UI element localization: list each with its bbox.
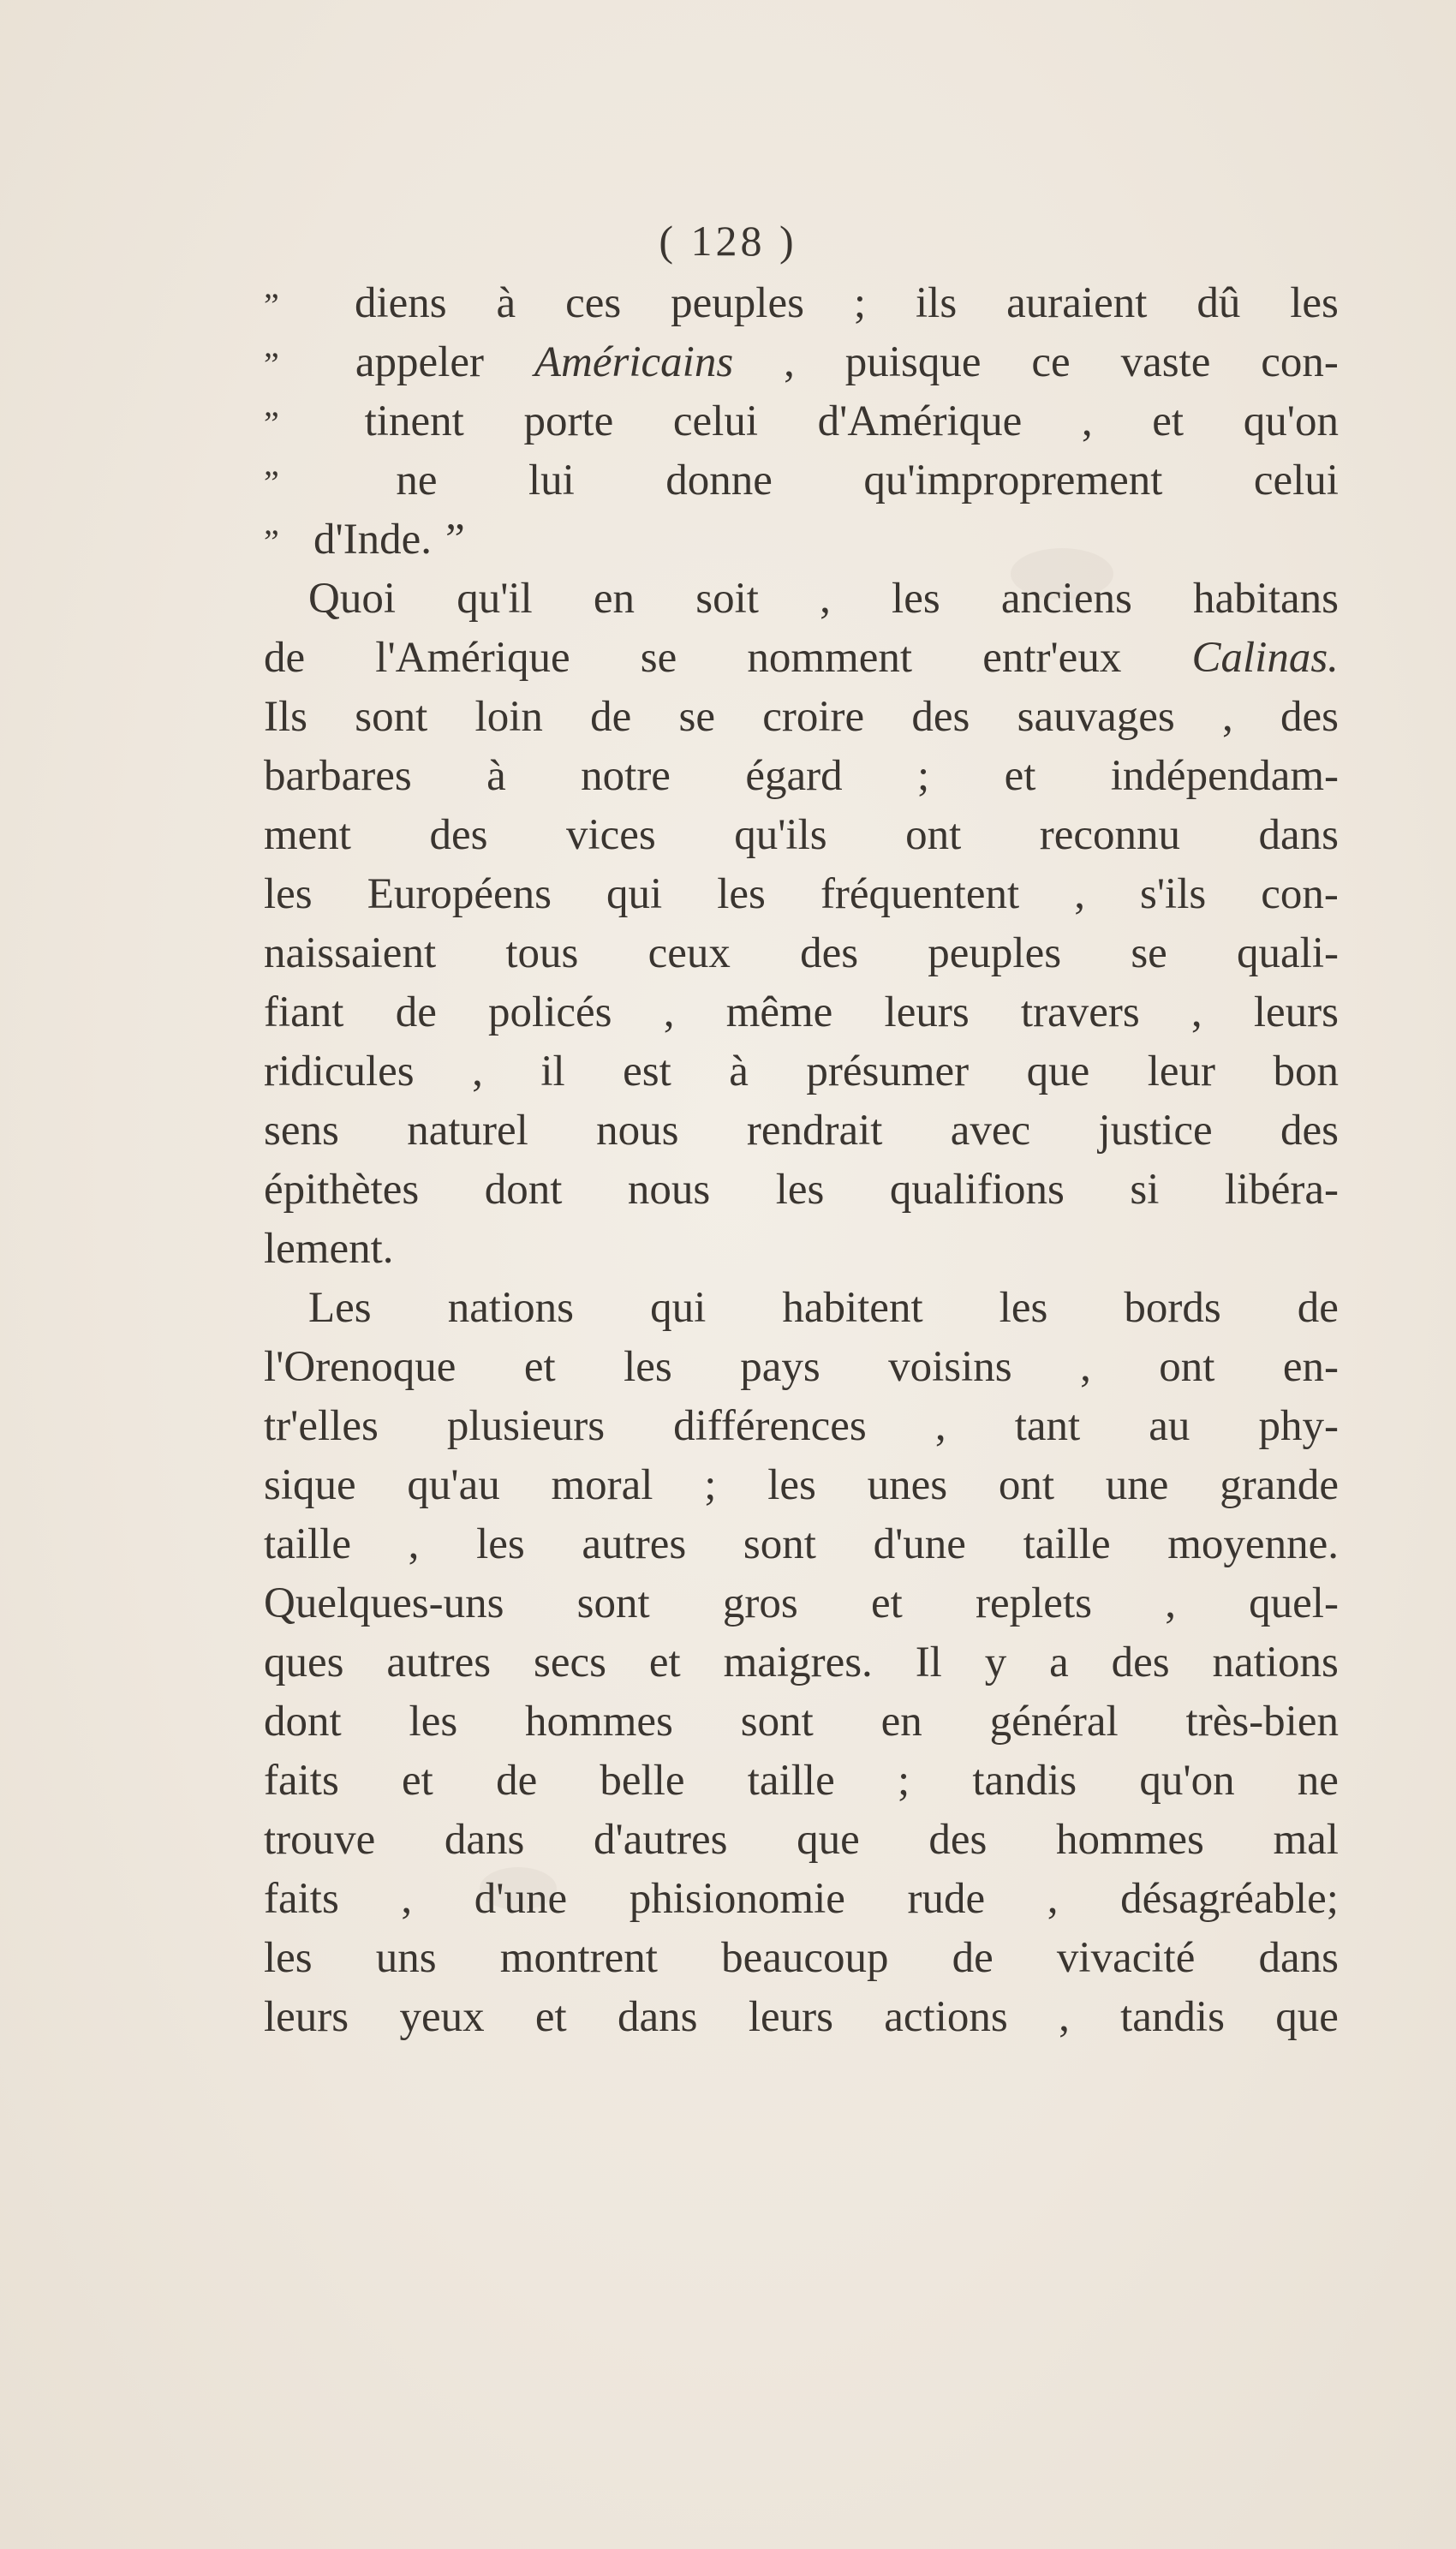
word: nations bbox=[447, 1284, 575, 1332]
word: ont bbox=[905, 811, 962, 859]
word: même bbox=[725, 988, 833, 1036]
word: , bbox=[784, 338, 795, 386]
word: dans bbox=[444, 1816, 525, 1864]
word: d'Inde. bbox=[313, 516, 433, 564]
word: uns bbox=[375, 1934, 437, 1982]
word: naissaient bbox=[264, 929, 437, 977]
word: barbares bbox=[264, 752, 412, 800]
word: Américains bbox=[534, 338, 734, 386]
word: peuples bbox=[671, 279, 804, 327]
word: rendrait bbox=[746, 1107, 883, 1155]
word: plusieurs bbox=[446, 1402, 606, 1450]
word: ne bbox=[1297, 1757, 1339, 1805]
word: , bbox=[1222, 693, 1233, 741]
word: qu'ils bbox=[734, 811, 827, 859]
quote-mark: ” bbox=[264, 404, 279, 443]
word: et bbox=[402, 1757, 433, 1805]
word: les bbox=[476, 1520, 525, 1568]
word: tandis bbox=[1120, 1993, 1225, 2041]
word: soit bbox=[695, 575, 759, 623]
word: ” bbox=[445, 516, 465, 564]
word: vivacité bbox=[1056, 1934, 1196, 1982]
word: ridicules bbox=[264, 1048, 415, 1095]
word: naturel bbox=[407, 1107, 528, 1155]
word: , bbox=[1165, 1579, 1176, 1627]
word: habitans bbox=[1193, 575, 1339, 623]
word: dû bbox=[1196, 279, 1241, 327]
word: égard bbox=[745, 752, 843, 800]
word: en- bbox=[1282, 1343, 1339, 1391]
word: une bbox=[1105, 1461, 1169, 1509]
text-line bbox=[264, 865, 1339, 924]
word: de bbox=[395, 988, 437, 1036]
word: autres bbox=[386, 1639, 492, 1686]
text-line bbox=[264, 274, 1339, 333]
word: en bbox=[593, 575, 636, 623]
text-line bbox=[264, 1456, 1339, 1515]
word: les bbox=[264, 1934, 313, 1982]
word: d'Amérique bbox=[817, 397, 1023, 445]
word: de bbox=[590, 693, 632, 741]
word: gros bbox=[722, 1579, 798, 1627]
word: appeler bbox=[355, 338, 484, 386]
word: Les bbox=[308, 1284, 372, 1332]
word: sens bbox=[264, 1107, 339, 1155]
word: dont bbox=[484, 1166, 563, 1214]
word: les bbox=[624, 1343, 672, 1391]
text-line bbox=[264, 1397, 1339, 1456]
word: beaucoup bbox=[721, 1934, 889, 1982]
word: loin bbox=[474, 693, 543, 741]
word: ; bbox=[704, 1461, 717, 1509]
word: libéra- bbox=[1224, 1166, 1339, 1214]
word: qu'improprement bbox=[863, 457, 1163, 504]
word: indépendam- bbox=[1110, 752, 1339, 800]
word: faits bbox=[264, 1875, 339, 1923]
word: puisque bbox=[844, 338, 982, 386]
word: sont bbox=[740, 1698, 814, 1746]
word: , bbox=[1081, 397, 1093, 445]
word: les bbox=[1290, 279, 1339, 327]
word: dont bbox=[264, 1698, 342, 1746]
word: secs bbox=[534, 1639, 607, 1686]
word: ces bbox=[565, 279, 622, 327]
word: ont bbox=[1159, 1343, 1215, 1391]
word: l'Amérique bbox=[375, 634, 570, 682]
word: ils bbox=[916, 279, 958, 327]
word: , bbox=[1074, 870, 1085, 918]
word: à bbox=[729, 1048, 749, 1095]
word: , bbox=[472, 1048, 483, 1095]
word: nomment bbox=[747, 634, 913, 682]
word: , bbox=[401, 1875, 413, 1923]
word: général bbox=[989, 1698, 1119, 1746]
word: désagréable; bbox=[1120, 1875, 1339, 1923]
word: les bbox=[767, 1461, 816, 1509]
word: , bbox=[1059, 1993, 1070, 2041]
word: diens bbox=[354, 279, 447, 327]
word: les bbox=[999, 1284, 1048, 1332]
word: et bbox=[534, 1993, 567, 2041]
text-line bbox=[264, 1929, 1339, 1988]
word: au bbox=[1149, 1402, 1190, 1450]
word: et bbox=[870, 1579, 903, 1627]
word: maigres. bbox=[723, 1639, 873, 1686]
text-line bbox=[264, 1692, 1339, 1752]
quote-mark: ” bbox=[264, 522, 279, 561]
word: lement. bbox=[264, 1225, 394, 1273]
word: les bbox=[775, 1166, 825, 1214]
text-line bbox=[264, 1338, 1339, 1397]
word: se bbox=[1131, 929, 1167, 977]
word: à bbox=[496, 279, 516, 327]
word: ques bbox=[264, 1639, 344, 1686]
word: celui bbox=[1253, 457, 1339, 504]
quote-mark: ” bbox=[264, 286, 279, 325]
word: qu'au bbox=[407, 1461, 500, 1509]
text-line bbox=[264, 1870, 1339, 1929]
word: phisionomie bbox=[629, 1875, 845, 1923]
word: des bbox=[1280, 693, 1339, 741]
word: faits bbox=[264, 1757, 339, 1805]
word: qualifions bbox=[889, 1166, 1065, 1214]
word: justice bbox=[1098, 1107, 1213, 1155]
word: hommes bbox=[1056, 1816, 1204, 1864]
word: actions bbox=[884, 1993, 1008, 2041]
text-line bbox=[264, 1988, 1339, 2047]
word: grande bbox=[1220, 1461, 1339, 1509]
word: est bbox=[623, 1048, 671, 1095]
word: et bbox=[1004, 752, 1036, 800]
word: anciens bbox=[1000, 575, 1132, 623]
text-line bbox=[264, 747, 1339, 806]
word: d'une bbox=[474, 1875, 568, 1923]
word: belle bbox=[600, 1757, 685, 1805]
word: croire bbox=[762, 693, 865, 741]
word: ne bbox=[396, 457, 438, 504]
word: de bbox=[496, 1757, 538, 1805]
word: bords bbox=[1124, 1284, 1221, 1332]
word: auraient bbox=[1006, 279, 1148, 327]
word: des bbox=[800, 929, 859, 977]
word: que bbox=[1026, 1048, 1090, 1095]
word: ; bbox=[917, 752, 930, 800]
word: tandis bbox=[972, 1757, 1077, 1805]
word: peuples bbox=[928, 929, 1062, 977]
word: en bbox=[880, 1698, 922, 1746]
word: leurs bbox=[748, 1993, 833, 2041]
word: des bbox=[1280, 1107, 1339, 1155]
word: des bbox=[1111, 1639, 1170, 1686]
word: se bbox=[640, 634, 677, 682]
word: mal bbox=[1273, 1816, 1339, 1864]
word: habitent bbox=[782, 1284, 923, 1332]
page-number: ( 128 ) bbox=[659, 217, 797, 265]
word: entr'eux bbox=[982, 634, 1122, 682]
word: sauvages bbox=[1017, 693, 1175, 741]
text-line bbox=[264, 1752, 1339, 1811]
word: lui bbox=[528, 457, 575, 504]
word: présumer bbox=[806, 1048, 970, 1095]
word: celui bbox=[672, 397, 758, 445]
word: ce bbox=[1031, 338, 1071, 386]
word: leurs bbox=[1253, 988, 1339, 1036]
word: moral bbox=[551, 1461, 653, 1509]
word: tant bbox=[1014, 1402, 1081, 1450]
quote-mark: ” bbox=[264, 463, 279, 502]
word: reconnu bbox=[1039, 811, 1180, 859]
quote-mark: ” bbox=[264, 345, 279, 384]
word: s'ils bbox=[1140, 870, 1207, 918]
word: moyenne. bbox=[1167, 1520, 1339, 1568]
text-line bbox=[264, 1811, 1339, 1870]
word: ont bbox=[998, 1461, 1055, 1509]
word: les bbox=[264, 870, 313, 918]
word: de bbox=[264, 634, 306, 682]
word: qui bbox=[650, 1284, 707, 1332]
word: nous bbox=[627, 1166, 711, 1214]
word: vaste bbox=[1120, 338, 1211, 386]
word: trouve bbox=[264, 1816, 376, 1864]
word: , bbox=[1080, 1343, 1091, 1391]
word: dans bbox=[1258, 811, 1339, 859]
text-line bbox=[264, 1633, 1339, 1692]
word: sont bbox=[576, 1579, 650, 1627]
word: à bbox=[486, 752, 506, 800]
word: nations bbox=[1212, 1639, 1339, 1686]
word: donne bbox=[665, 457, 773, 504]
word: leur bbox=[1147, 1048, 1215, 1095]
word: d'autres bbox=[594, 1816, 728, 1864]
word: , bbox=[663, 988, 675, 1036]
word: ; bbox=[897, 1757, 910, 1805]
word: tinent bbox=[364, 397, 464, 445]
word: de bbox=[952, 1934, 994, 1982]
word: phy- bbox=[1258, 1402, 1339, 1450]
word: très-bien bbox=[1185, 1698, 1339, 1746]
word: porte bbox=[523, 397, 614, 445]
word: bon bbox=[1273, 1048, 1339, 1095]
word: leurs bbox=[264, 1993, 349, 2041]
word: replets bbox=[976, 1579, 1092, 1627]
word: taille bbox=[264, 1520, 351, 1568]
text-line bbox=[264, 629, 1339, 688]
word: Ils bbox=[264, 693, 307, 741]
text-line bbox=[264, 1161, 1339, 1220]
word: que bbox=[1275, 1993, 1339, 2041]
word: et bbox=[1152, 397, 1184, 445]
word: voisins bbox=[888, 1343, 1012, 1391]
word: autres bbox=[582, 1520, 687, 1568]
text-line bbox=[264, 688, 1339, 747]
word: , bbox=[1047, 1875, 1059, 1923]
word: les bbox=[717, 870, 766, 918]
word: quali- bbox=[1237, 929, 1339, 977]
word: des bbox=[911, 693, 970, 741]
word: Calinas. bbox=[1191, 634, 1339, 682]
word: nous bbox=[596, 1107, 679, 1155]
word: , bbox=[1190, 988, 1202, 1036]
word: qu'on bbox=[1243, 397, 1339, 445]
word: sont bbox=[743, 1520, 816, 1568]
word: a bbox=[1049, 1639, 1069, 1686]
word: il bbox=[540, 1048, 565, 1095]
text-line bbox=[264, 1574, 1339, 1633]
word: tr'elles bbox=[264, 1402, 379, 1450]
word: , bbox=[820, 575, 831, 623]
text-line bbox=[264, 510, 1339, 570]
word: se bbox=[678, 693, 715, 741]
word: ment bbox=[264, 811, 351, 859]
word: et bbox=[648, 1639, 681, 1686]
word: d'une bbox=[873, 1520, 966, 1568]
word: con- bbox=[1261, 338, 1339, 386]
word: Quelques-uns bbox=[264, 1579, 504, 1627]
word: Il bbox=[915, 1639, 942, 1686]
word: , bbox=[408, 1520, 420, 1568]
word: ; bbox=[853, 279, 867, 327]
word: les bbox=[892, 575, 940, 623]
page-text bbox=[264, 274, 1339, 2047]
word: différences bbox=[673, 1402, 867, 1450]
text-line bbox=[264, 1101, 1339, 1161]
word: sont bbox=[355, 693, 428, 741]
word: con- bbox=[1261, 870, 1339, 918]
word: et bbox=[523, 1343, 556, 1391]
word: notre bbox=[581, 752, 671, 800]
word: leurs bbox=[884, 988, 970, 1036]
word: policés bbox=[488, 988, 612, 1036]
word: , bbox=[934, 1402, 946, 1450]
word: des bbox=[928, 1816, 988, 1864]
word: quel- bbox=[1249, 1579, 1339, 1627]
word: que bbox=[797, 1816, 860, 1864]
word: si bbox=[1130, 1166, 1160, 1214]
word: fréquentent bbox=[820, 870, 1020, 918]
word: des bbox=[429, 811, 488, 859]
text-line bbox=[264, 1515, 1339, 1574]
text-line bbox=[264, 1042, 1339, 1101]
text-line bbox=[264, 570, 1339, 629]
word: hommes bbox=[525, 1698, 673, 1746]
word: pays bbox=[740, 1343, 820, 1391]
word: rude bbox=[907, 1875, 986, 1923]
text-line bbox=[264, 806, 1339, 865]
text-line bbox=[264, 333, 1339, 392]
text-line bbox=[264, 983, 1339, 1042]
word: dans bbox=[618, 1993, 698, 2041]
word: vices bbox=[565, 811, 656, 859]
word: fiant bbox=[264, 988, 344, 1036]
word: les bbox=[409, 1698, 458, 1746]
text-line bbox=[264, 1279, 1339, 1338]
text-line bbox=[264, 392, 1339, 451]
word: qu'on bbox=[1139, 1757, 1235, 1805]
word: de bbox=[1297, 1284, 1339, 1332]
word: Européens bbox=[367, 870, 552, 918]
word: taille bbox=[747, 1757, 835, 1805]
word: travers bbox=[1020, 988, 1140, 1036]
word: ceux bbox=[647, 929, 731, 977]
word: qu'il bbox=[456, 575, 533, 623]
word: yeux bbox=[399, 1993, 485, 2041]
word: sique bbox=[264, 1461, 356, 1509]
word: épithètes bbox=[264, 1166, 420, 1214]
word: montrent bbox=[499, 1934, 658, 1982]
word: taille bbox=[1023, 1520, 1111, 1568]
word: l'Orenoque bbox=[264, 1343, 456, 1391]
word: unes bbox=[867, 1461, 948, 1509]
word: dans bbox=[1258, 1934, 1339, 1982]
word: y bbox=[984, 1639, 1007, 1686]
text-line bbox=[264, 1220, 1339, 1279]
word: Quoi bbox=[308, 575, 396, 623]
text-line bbox=[264, 451, 1339, 510]
word: avec bbox=[950, 1107, 1031, 1155]
word: tous bbox=[505, 929, 579, 977]
text-line bbox=[264, 924, 1339, 983]
word: qui bbox=[606, 870, 663, 918]
